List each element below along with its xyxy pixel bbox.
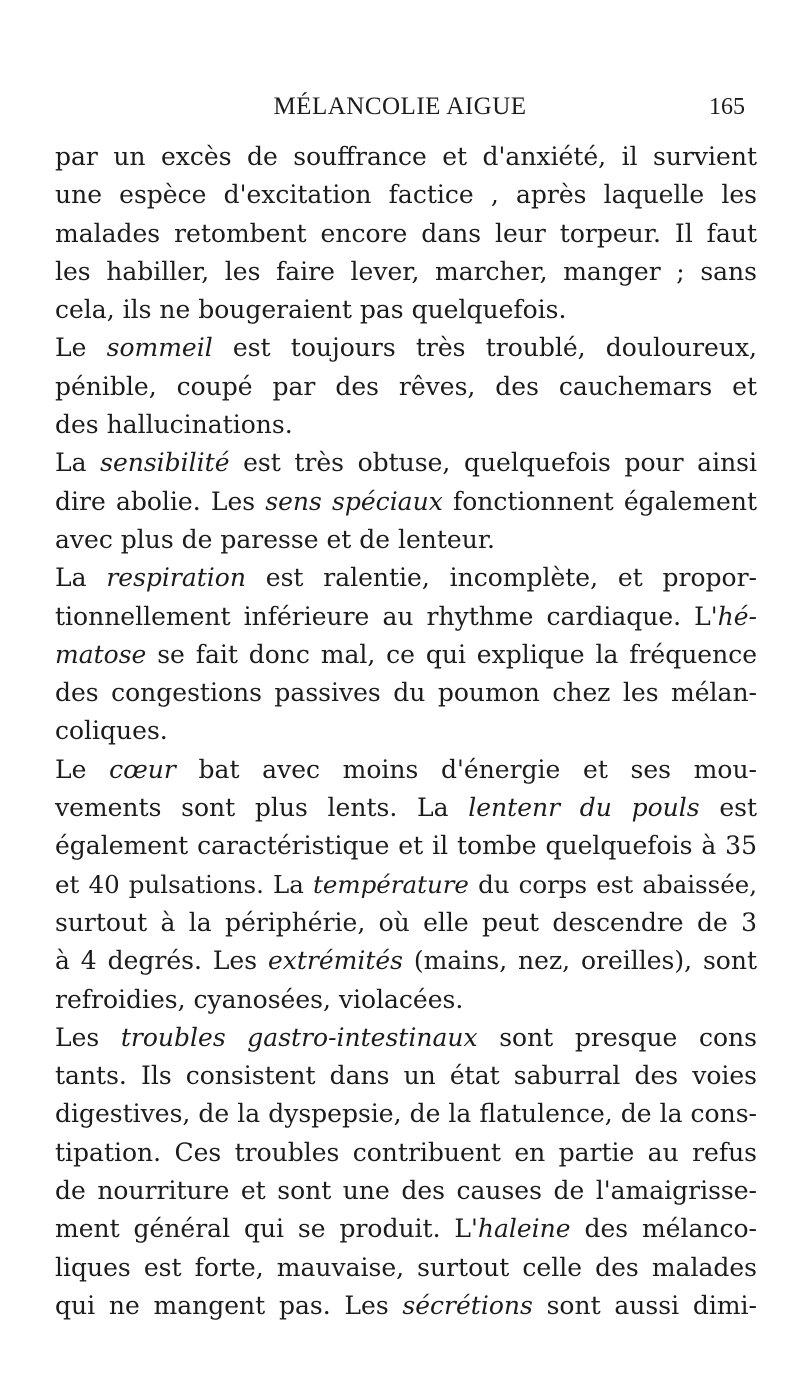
text-line: des congestions passives du poumon chez les mélan-	[55, 678, 757, 708]
text-line: à 4 degrés. Les extrémités (mains, nez, oreilles), sont	[55, 946, 757, 976]
text-line: tionnellement inférieure au rhythme cardiaque. L'hé-	[55, 601, 757, 631]
text-line: matose se fait donc mal, ce qui explique la fréquence	[55, 639, 757, 669]
text-line: également caractéristique et il tombe quelquefois à 35	[55, 831, 757, 861]
text-line: malades retombent encore dans leur torpeur. Il faut	[55, 218, 757, 248]
text-line: tipation. Ces troubles contribuent en partie au refus	[55, 1137, 757, 1167]
text-line: Le cœur bat avec moins d'énergie et ses mou-	[55, 754, 757, 784]
text-line: de nourriture et sont une des causes de l'amaigrisse-	[55, 1176, 757, 1206]
text-line: par un excès de souffrance et d'anxiété, il survient	[55, 142, 757, 171]
text-line: La sensibilité est très obtuse, quelquefois pour ainsi	[55, 448, 758, 478]
text-line: digestives, de la dyspepsie, de la flatulence, de la cons-	[55, 1099, 757, 1129]
text-line: coliques.	[55, 716, 168, 746]
text-line: ment général qui se produit. L'haleine des mélanco-	[55, 1214, 757, 1244]
running-header	[0, 92, 800, 122]
text-line: La respiration est ralentie, incomplète, et propor-	[55, 563, 757, 593]
text-line: Le sommeil est toujours très troublé, douloureux,	[55, 333, 758, 363]
text-line: vements sont plus lents. La lentenr du pouls est	[55, 793, 757, 823]
page-number: 165	[709, 94, 745, 120]
text-line: des hallucinations.	[55, 410, 293, 440]
text-line: tants. Ils consistent dans un état saburral des voies	[55, 1061, 757, 1091]
chapter-title: MÉLANCOLIE AIGUE	[273, 93, 527, 120]
text-line: pénible, coupé par des rêves, des cauchemars et	[55, 371, 757, 401]
text-line: une espèce d'excitation factice , après laquelle les	[55, 180, 757, 210]
text-line: qui ne mangent pas. Les sécrétions sont aussi dimi-	[55, 1290, 757, 1320]
text-line: surtout à la périphérie, où elle peut descendre de 3	[55, 907, 757, 937]
text-line: Les troubles gastro-intestinaux sont presque cons	[55, 1022, 757, 1052]
text-line: refroidies, cyanosées, violacées.	[55, 984, 464, 1014]
text-line: et 40 pulsations. La température du corps est abaissée,	[55, 869, 757, 899]
text-line: les habiller, les faire lever, marcher, manger ; sans	[55, 256, 757, 286]
text-line: avec plus de paresse et de lenteur.	[55, 524, 495, 554]
text-line: cela, ils ne bougeraient pas quelquefois.	[55, 295, 567, 325]
text-line: liques est forte, mauvaise, surtout celle des malades	[55, 1252, 757, 1282]
body-text	[55, 138, 757, 1325]
text-line: dire abolie. Les sens spéciaux fonctionnent également	[55, 486, 757, 516]
